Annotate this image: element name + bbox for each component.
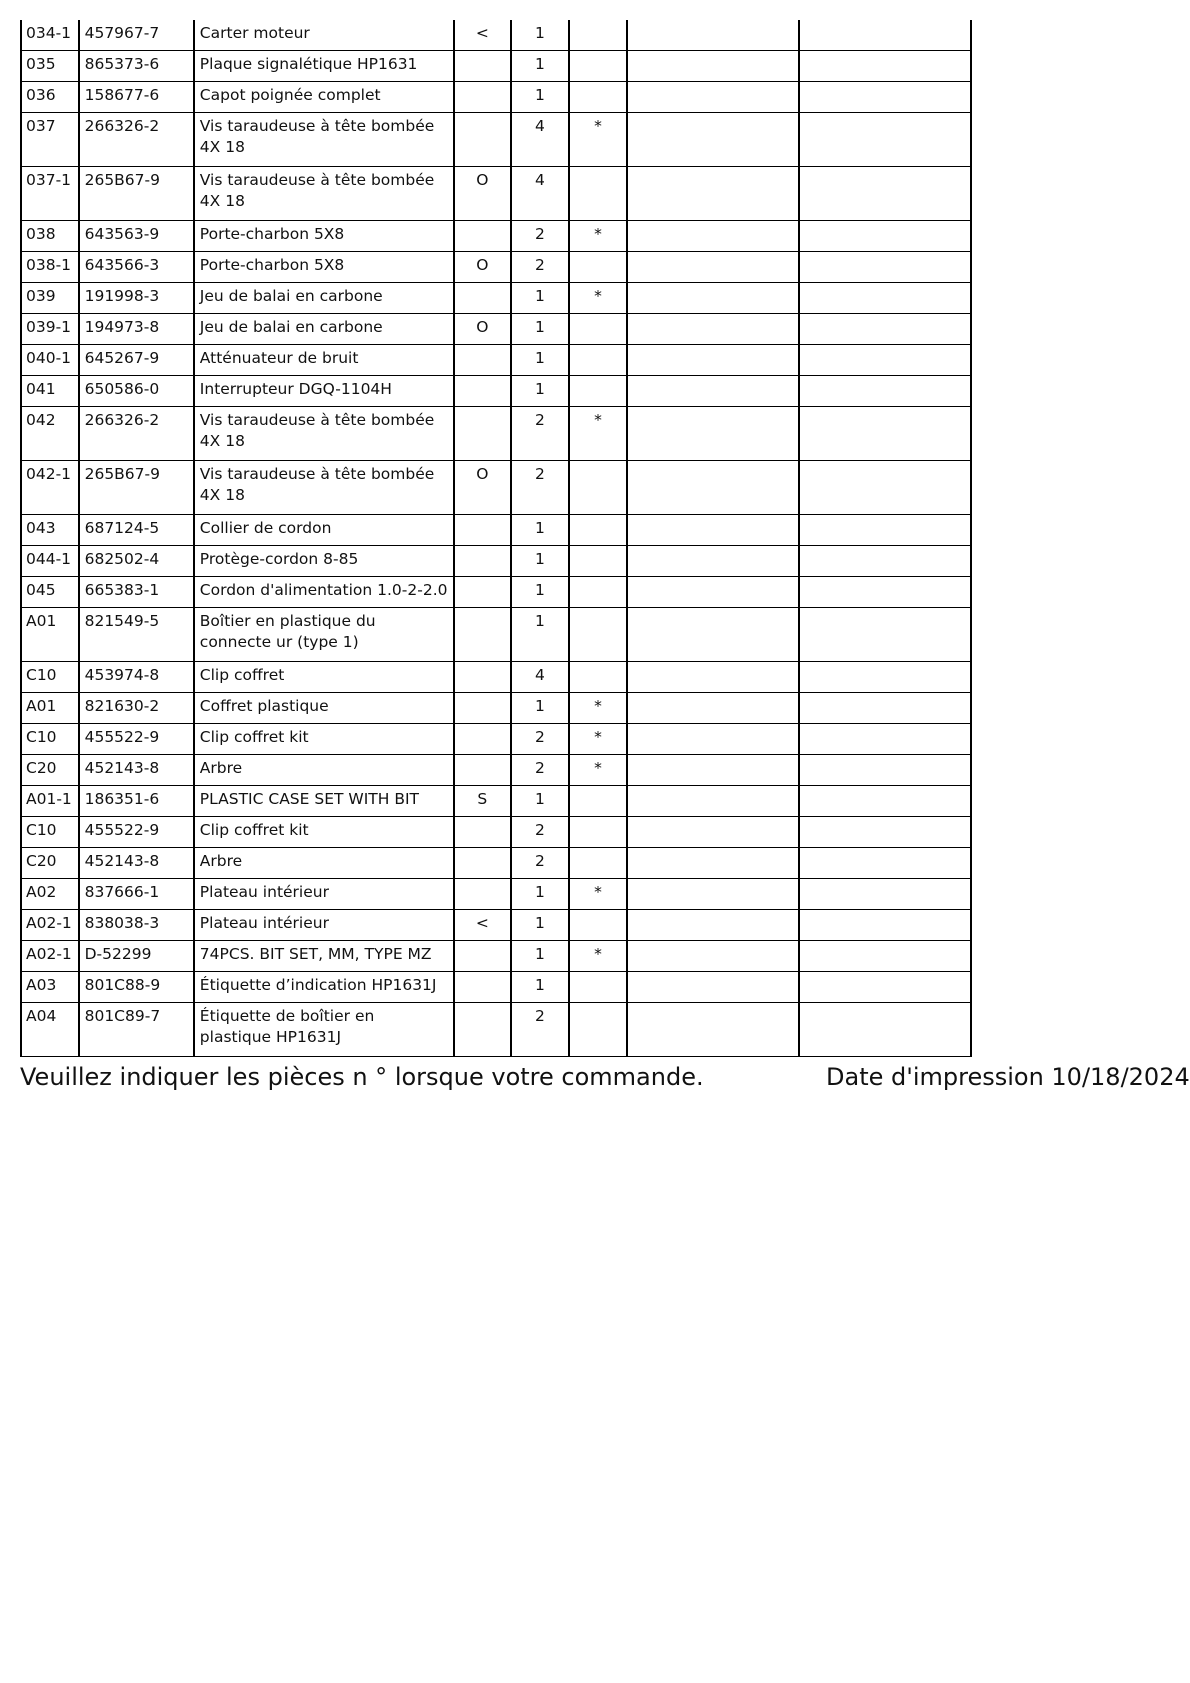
table-row: [21, 910, 971, 941]
ref-number-cell: A01: [21, 693, 79, 724]
ref-number-cell: 040-1: [21, 345, 79, 376]
empty-cell: [627, 941, 799, 972]
part-number-cell: D-52299: [79, 941, 194, 972]
description-cell: PLASTIC CASE SET WITH BIT: [194, 786, 454, 817]
quantity-cell: 2: [511, 407, 569, 461]
quantity-cell: 2: [511, 755, 569, 786]
table-row: [21, 693, 971, 724]
empty-cell: [627, 407, 799, 461]
description-cell: Arbre: [194, 848, 454, 879]
mark-cell: O: [454, 461, 512, 515]
empty-cell: [799, 817, 971, 848]
mark-cell: [454, 1003, 512, 1057]
note-cell: [569, 1003, 628, 1057]
ref-number-cell: A02-1: [21, 941, 79, 972]
part-number-cell: 455522-9: [79, 817, 194, 848]
quantity-cell: 1: [511, 608, 569, 662]
part-number-cell: 645267-9: [79, 345, 194, 376]
description-cell: Plateau intérieur: [194, 879, 454, 910]
part-number-cell: 643566-3: [79, 252, 194, 283]
table-row: [21, 167, 971, 221]
parts-table: [20, 20, 972, 1057]
description-cell: Interrupteur DGQ-1104H: [194, 376, 454, 407]
mark-cell: [454, 879, 512, 910]
empty-cell: [627, 817, 799, 848]
part-number-cell: 821549-5: [79, 608, 194, 662]
note-cell: *: [569, 283, 628, 314]
description-cell: Coffret plastique: [194, 693, 454, 724]
empty-cell: [627, 724, 799, 755]
mark-cell: [454, 755, 512, 786]
empty-cell: [799, 693, 971, 724]
description-cell: Vis taraudeuse à tête bombée 4X 18: [194, 167, 454, 221]
empty-cell: [799, 20, 971, 51]
description-cell: Atténuateur de bruit: [194, 345, 454, 376]
mark-cell: [454, 546, 512, 577]
part-number-cell: 453974-8: [79, 662, 194, 693]
note-cell: [569, 51, 628, 82]
empty-cell: [627, 376, 799, 407]
mark-cell: O: [454, 314, 512, 345]
empty-cell: [627, 461, 799, 515]
table-row: [21, 314, 971, 345]
note-cell: *: [569, 221, 628, 252]
note-cell: [569, 20, 628, 51]
note-cell: [569, 972, 628, 1003]
quantity-cell: 1: [511, 51, 569, 82]
part-number-cell: 265B67-9: [79, 461, 194, 515]
description-cell: Clip coffret: [194, 662, 454, 693]
quantity-cell: 1: [511, 314, 569, 345]
mark-cell: O: [454, 252, 512, 283]
description-cell: Plaque signalétique HP1631: [194, 51, 454, 82]
table-row: [21, 577, 971, 608]
mark-cell: [454, 848, 512, 879]
empty-cell: [627, 283, 799, 314]
quantity-cell: 1: [511, 376, 569, 407]
note-cell: [569, 345, 628, 376]
table-row: [21, 1003, 971, 1057]
empty-cell: [799, 786, 971, 817]
ref-number-cell: 036: [21, 82, 79, 113]
table-row: [21, 879, 971, 910]
table-row: [21, 546, 971, 577]
ref-number-cell: 045: [21, 577, 79, 608]
table-row: [21, 461, 971, 515]
empty-cell: [799, 51, 971, 82]
empty-cell: [799, 461, 971, 515]
mark-cell: O: [454, 167, 512, 221]
empty-cell: [627, 693, 799, 724]
note-cell: [569, 786, 628, 817]
description-cell: Clip coffret kit: [194, 817, 454, 848]
note-cell: *: [569, 879, 628, 910]
note-cell: *: [569, 693, 628, 724]
mark-cell: [454, 82, 512, 113]
part-number-cell: 266326-2: [79, 113, 194, 167]
quantity-cell: 1: [511, 515, 569, 546]
empty-cell: [627, 848, 799, 879]
empty-cell: [627, 662, 799, 693]
description-cell: Vis taraudeuse à tête bombée 4X 18: [194, 407, 454, 461]
ref-number-cell: 043: [21, 515, 79, 546]
description-cell: 74PCS. BIT SET, MM, TYPE MZ: [194, 941, 454, 972]
note-cell: [569, 608, 628, 662]
empty-cell: [627, 515, 799, 546]
part-number-cell: 865373-6: [79, 51, 194, 82]
empty-cell: [799, 345, 971, 376]
quantity-cell: 4: [511, 662, 569, 693]
empty-cell: [627, 51, 799, 82]
ref-number-cell: A01: [21, 608, 79, 662]
mark-cell: [454, 662, 512, 693]
empty-cell: [627, 82, 799, 113]
empty-cell: [627, 755, 799, 786]
ref-number-cell: 039: [21, 283, 79, 314]
note-cell: [569, 662, 628, 693]
empty-cell: [627, 314, 799, 345]
quantity-cell: 1: [511, 972, 569, 1003]
note-cell: [569, 910, 628, 941]
empty-cell: [799, 848, 971, 879]
ref-number-cell: C10: [21, 724, 79, 755]
description-cell: Porte-charbon 5X8: [194, 252, 454, 283]
table-row: [21, 252, 971, 283]
empty-cell: [627, 577, 799, 608]
note-cell: *: [569, 724, 628, 755]
empty-cell: [627, 252, 799, 283]
table-row: [21, 20, 971, 51]
ref-number-cell: 042-1: [21, 461, 79, 515]
description-cell: Vis taraudeuse à tête bombée 4X 18: [194, 113, 454, 167]
empty-cell: [799, 1003, 971, 1057]
ref-number-cell: C20: [21, 755, 79, 786]
description-cell: Carter moteur: [194, 20, 454, 51]
part-number-cell: 650586-0: [79, 376, 194, 407]
note-cell: [569, 817, 628, 848]
ref-number-cell: 041: [21, 376, 79, 407]
note-cell: *: [569, 755, 628, 786]
table-row: [21, 972, 971, 1003]
ref-number-cell: 037-1: [21, 167, 79, 221]
empty-cell: [627, 546, 799, 577]
note-cell: [569, 515, 628, 546]
ref-number-cell: 038-1: [21, 252, 79, 283]
table-row: [21, 608, 971, 662]
ref-number-cell: 042: [21, 407, 79, 461]
quantity-cell: 2: [511, 1003, 569, 1057]
ref-number-cell: A02-1: [21, 910, 79, 941]
ref-number-cell: 038: [21, 221, 79, 252]
ref-number-cell: A01-1: [21, 786, 79, 817]
description-cell: Étiquette de boîtier en plastique HP1631J: [194, 1003, 454, 1057]
quantity-cell: 1: [511, 941, 569, 972]
mark-cell: [454, 283, 512, 314]
empty-cell: [799, 941, 971, 972]
part-number-cell: 665383-1: [79, 577, 194, 608]
mark-cell: S: [454, 786, 512, 817]
quantity-cell: 1: [511, 693, 569, 724]
ref-number-cell: 034-1: [21, 20, 79, 51]
quantity-cell: 2: [511, 252, 569, 283]
empty-cell: [799, 577, 971, 608]
note-cell: *: [569, 407, 628, 461]
part-number-cell: 687124-5: [79, 515, 194, 546]
empty-cell: [799, 755, 971, 786]
empty-cell: [627, 1003, 799, 1057]
table-row: [21, 515, 971, 546]
description-cell: Cordon d'alimentation 1.0-2-2.0: [194, 577, 454, 608]
mark-cell: [454, 515, 512, 546]
empty-cell: [799, 910, 971, 941]
empty-cell: [627, 786, 799, 817]
part-number-cell: 838038-3: [79, 910, 194, 941]
empty-cell: [799, 662, 971, 693]
mark-cell: [454, 51, 512, 82]
quantity-cell: 1: [511, 910, 569, 941]
mark-cell: [454, 941, 512, 972]
quantity-cell: 2: [511, 461, 569, 515]
quantity-cell: 1: [511, 546, 569, 577]
mark-cell: <: [454, 910, 512, 941]
quantity-cell: 2: [511, 221, 569, 252]
ref-number-cell: 035: [21, 51, 79, 82]
table-row: [21, 407, 971, 461]
description-cell: Vis taraudeuse à tête bombée 4X 18: [194, 461, 454, 515]
empty-cell: [627, 167, 799, 221]
empty-cell: [627, 608, 799, 662]
quantity-cell: 4: [511, 167, 569, 221]
part-number-cell: 158677-6: [79, 82, 194, 113]
part-number-cell: 265B67-9: [79, 167, 194, 221]
note-cell: *: [569, 113, 628, 167]
empty-cell: [799, 546, 971, 577]
description-cell: Plateau intérieur: [194, 910, 454, 941]
note-cell: [569, 376, 628, 407]
mark-cell: [454, 113, 512, 167]
empty-cell: [799, 82, 971, 113]
description-cell: Étiquette d’indication HP1631J: [194, 972, 454, 1003]
empty-cell: [799, 608, 971, 662]
ref-number-cell: 039-1: [21, 314, 79, 345]
mark-cell: [454, 724, 512, 755]
note-cell: [569, 314, 628, 345]
quantity-cell: 1: [511, 577, 569, 608]
empty-cell: [627, 221, 799, 252]
mark-cell: <: [454, 20, 512, 51]
mark-cell: [454, 345, 512, 376]
empty-cell: [799, 167, 971, 221]
empty-cell: [627, 910, 799, 941]
ref-number-cell: 037: [21, 113, 79, 167]
part-number-cell: 821630-2: [79, 693, 194, 724]
table-row: [21, 941, 971, 972]
empty-cell: [799, 283, 971, 314]
mark-cell: [454, 221, 512, 252]
note-cell: [569, 848, 628, 879]
note-cell: [569, 577, 628, 608]
part-number-cell: 186351-6: [79, 786, 194, 817]
quantity-cell: 1: [511, 82, 569, 113]
part-number-cell: 452143-8: [79, 755, 194, 786]
ref-number-cell: 044-1: [21, 546, 79, 577]
mark-cell: [454, 693, 512, 724]
description-cell: Clip coffret kit: [194, 724, 454, 755]
part-number-cell: 452143-8: [79, 848, 194, 879]
ref-number-cell: C10: [21, 817, 79, 848]
part-number-cell: 837666-1: [79, 879, 194, 910]
part-number-cell: 801C89-7: [79, 1003, 194, 1057]
empty-cell: [799, 515, 971, 546]
empty-cell: [627, 20, 799, 51]
description-cell: Capot poignée complet: [194, 82, 454, 113]
empty-cell: [799, 724, 971, 755]
description-cell: Protège-cordon 8-85: [194, 546, 454, 577]
table-row: [21, 82, 971, 113]
description-cell: Boîtier en plastique du connecte ur (type 1): [194, 608, 454, 662]
empty-cell: [799, 221, 971, 252]
note-cell: [569, 461, 628, 515]
empty-cell: [799, 407, 971, 461]
mark-cell: [454, 376, 512, 407]
description-cell: Jeu de balai en carbone: [194, 283, 454, 314]
quantity-cell: 2: [511, 724, 569, 755]
description-cell: Arbre: [194, 755, 454, 786]
empty-cell: [627, 879, 799, 910]
part-number-cell: 266326-2: [79, 407, 194, 461]
order-note: Veuillez indiquer les pièces n ° lorsque votre commande.: [20, 1063, 704, 1091]
quantity-cell: 1: [511, 283, 569, 314]
ref-number-cell: A04: [21, 1003, 79, 1057]
part-number-cell: 457967-7: [79, 20, 194, 51]
empty-cell: [799, 113, 971, 167]
mark-cell: [454, 577, 512, 608]
part-number-cell: 194973-8: [79, 314, 194, 345]
table-row: [21, 345, 971, 376]
parts-table-body: [21, 20, 971, 1057]
mark-cell: [454, 608, 512, 662]
table-row: [21, 283, 971, 314]
part-number-cell: 643563-9: [79, 221, 194, 252]
note-cell: [569, 82, 628, 113]
table-row: [21, 376, 971, 407]
empty-cell: [627, 113, 799, 167]
table-row: [21, 113, 971, 167]
table-row: [21, 662, 971, 693]
empty-cell: [627, 972, 799, 1003]
description-cell: Porte-charbon 5X8: [194, 221, 454, 252]
part-number-cell: 191998-3: [79, 283, 194, 314]
mark-cell: [454, 407, 512, 461]
ref-number-cell: A03: [21, 972, 79, 1003]
note-cell: [569, 546, 628, 577]
table-row: [21, 221, 971, 252]
part-number-cell: 801C88-9: [79, 972, 194, 1003]
empty-cell: [799, 314, 971, 345]
table-row: [21, 848, 971, 879]
quantity-cell: 4: [511, 113, 569, 167]
table-row: [21, 755, 971, 786]
empty-cell: [627, 345, 799, 376]
ref-number-cell: A02: [21, 879, 79, 910]
description-cell: Jeu de balai en carbone: [194, 314, 454, 345]
empty-cell: [799, 252, 971, 283]
mark-cell: [454, 817, 512, 848]
mark-cell: [454, 972, 512, 1003]
quantity-cell: 1: [511, 879, 569, 910]
part-number-cell: 682502-4: [79, 546, 194, 577]
print-date: Date d'impression 10/18/2024: [826, 1063, 1190, 1091]
empty-cell: [799, 972, 971, 1003]
table-row: [21, 786, 971, 817]
quantity-cell: 2: [511, 817, 569, 848]
description-cell: Collier de cordon: [194, 515, 454, 546]
empty-cell: [799, 376, 971, 407]
quantity-cell: 2: [511, 848, 569, 879]
quantity-cell: 1: [511, 20, 569, 51]
quantity-cell: 1: [511, 786, 569, 817]
note-cell: *: [569, 941, 628, 972]
empty-cell: [799, 879, 971, 910]
table-row: [21, 724, 971, 755]
note-cell: [569, 252, 628, 283]
ref-number-cell: C10: [21, 662, 79, 693]
quantity-cell: 1: [511, 345, 569, 376]
note-cell: [569, 167, 628, 221]
ref-number-cell: C20: [21, 848, 79, 879]
part-number-cell: 455522-9: [79, 724, 194, 755]
table-row: [21, 51, 971, 82]
table-row: [21, 817, 971, 848]
